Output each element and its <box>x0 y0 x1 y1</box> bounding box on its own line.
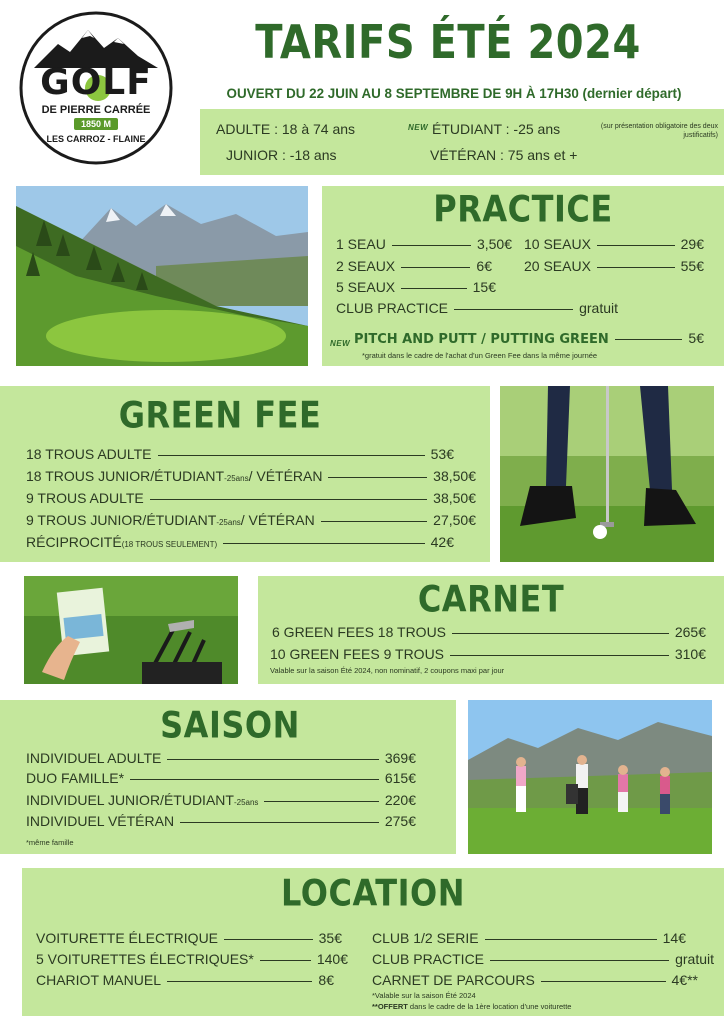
category-veteran: VÉTÉRAN : 75 ans et + <box>430 147 578 163</box>
location-row: CARNET DE PARCOURS 4€** <box>372 972 698 988</box>
green-fee-row: 18 TROUS JUNIOR/ÉTUDIANT -25ans / VÉTÉRAN 38,50€ <box>26 468 476 484</box>
carnet-booklet-photo <box>24 576 238 684</box>
category-student-note: (sur présentation obligatoire des deux justificatifs) <box>600 123 718 139</box>
carnet-title: CARNET <box>417 577 565 621</box>
category-student: ÉTUDIANT : -25 ans <box>432 121 561 137</box>
carnet-note: Valable sur la saison Été 2024, non nominatif, 2 coupons maxi par jour <box>270 666 505 675</box>
practice-row: 20 SEAUX 55€ <box>524 258 704 274</box>
saison-row: INDIVIDUEL ADULTE 369€ <box>26 750 416 766</box>
practice-row: CLUB PRACTICE gratuit <box>336 300 618 316</box>
logo-name: DE PIERRE CARRÉE <box>41 104 151 116</box>
location-row: CLUB 1/2 SERIE 14€ <box>372 930 686 946</box>
mountain-landscape-photo <box>16 186 308 366</box>
location-row: 5 VOITURETTES ÉLECTRIQUES* 140€ <box>36 951 348 967</box>
green-fee-row: 9 TROUS ADULTE 38,50€ <box>26 490 476 506</box>
practice-row: 1 SEAU 3,50€ <box>336 236 512 252</box>
category-adult: ADULTE : 18 à 74 ans <box>216 121 356 137</box>
green-fee-title: GREEN FEE <box>118 393 322 437</box>
saison-note: *même famille <box>26 838 74 847</box>
location-note: *Valable sur la saison Été 2024 <box>372 991 476 1000</box>
page-title: TARIFS ÉTÉ 2024 <box>255 16 641 70</box>
practice-note: *gratuit dans le cadre de l'achat d'un Green Fee dans la même journée <box>362 351 598 360</box>
golfer-putting-photo <box>500 386 714 562</box>
logo-location: LES CARROZ - FLAINE <box>46 134 146 144</box>
carnet-row: 10 GREEN FEES 9 TROUS 310€ <box>270 646 706 662</box>
location-row: CLUB PRACTICE gratuit <box>372 951 714 967</box>
pitch-and-putt-row: PITCH AND PUTT / PUTTING GREEN 5€ <box>354 330 704 347</box>
logo <box>18 10 174 166</box>
practice-title: PRACTICE <box>433 187 613 231</box>
location-row: VOITURETTE ÉLECTRIQUE 35€ <box>36 930 342 946</box>
logo-word: GOLF <box>40 62 152 103</box>
logo-altitude: 1850 M <box>74 118 118 130</box>
saison-row: INDIVIDUEL VÉTÉRAN 275€ <box>26 813 416 829</box>
location-row: CHARIOT MANUEL 8€ <box>36 972 334 988</box>
golfers-group-photo <box>468 700 712 854</box>
practice-row: 2 SEAUX 6€ <box>336 258 492 274</box>
green-fee-row: 9 TROUS JUNIOR/ÉTUDIANT -25ans / VÉTÉRAN 27,50€ <box>26 512 476 528</box>
opening-dates: OUVERT DU 22 JUIN AU 8 SEPTEMBRE DE 9H À 17H30 (dernier départ) <box>226 86 682 101</box>
categories-panel <box>200 109 724 175</box>
category-junior: JUNIOR : -18 ans <box>226 147 337 163</box>
saison-row: INDIVIDUEL JUNIOR/ÉTUDIANT -25ans 220€ <box>26 792 416 808</box>
new-badge: NEW <box>408 123 429 132</box>
practice-row: 10 SEAUX 29€ <box>524 236 704 252</box>
green-fee-row: RÉCIPROCITÉ (18 TROUS SEULEMENT) 42€ <box>26 534 454 550</box>
carnet-row: 6 GREEN FEES 18 TROUS 265€ <box>272 624 706 640</box>
saison-row: DUO FAMILLE* 615€ <box>26 770 416 786</box>
location-title: LOCATION <box>281 871 465 915</box>
saison-title: SAISON <box>160 703 300 747</box>
new-badge: NEW <box>330 339 351 348</box>
practice-row: 5 SEAUX 15€ <box>336 279 496 295</box>
green-fee-row: 18 TROUS ADULTE 53€ <box>26 446 454 462</box>
location-note: **OFFERT dans le cadre de la 1ère location d'une voiturette <box>372 1002 572 1011</box>
